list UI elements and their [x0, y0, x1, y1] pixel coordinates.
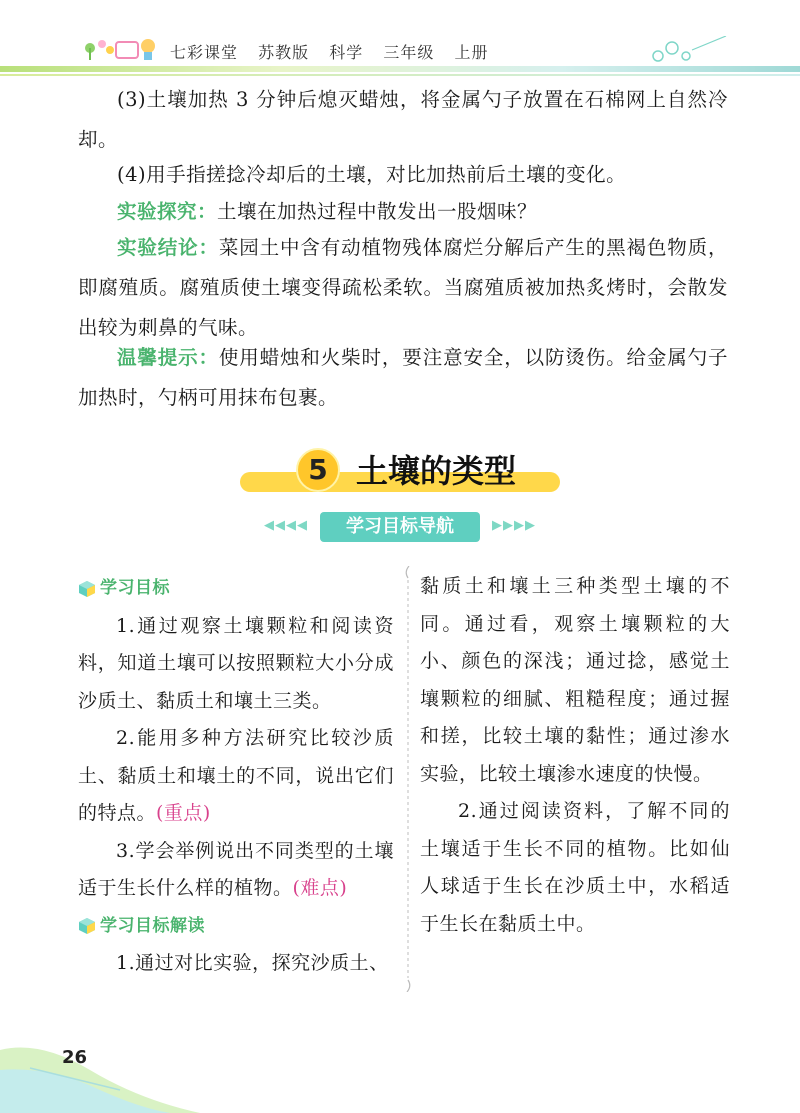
tip-paragraph — [78, 338, 728, 418]
molecule-decoration-icon — [648, 36, 728, 66]
header-edition: 苏教版 — [258, 43, 310, 62]
section-number-badge: 5 — [296, 448, 340, 492]
objectives-heading-text: 学习目标 — [100, 578, 170, 598]
header-rule — [0, 74, 800, 76]
interpretation-item-2: 2.通过阅读资料，了解不同的土壤适于生长不同的植物。比如仙人球适于生长在沙质土中，水稻适于生长在黏质土中。 — [420, 800, 730, 935]
header-subject: 科学 — [329, 43, 364, 62]
objective-item-2 — [78, 720, 394, 833]
header-volume: 上册 — [454, 43, 489, 62]
difficulty-mark: (难点) — [292, 877, 348, 899]
interpretation-heading-text: 学习目标解读 — [100, 915, 205, 936]
interpretation-item-1-continued: 黏质土和壤土三种类型土壤的不同。通过看，观察土壤颗粒的大小、颜色的深浅；通过捻，感觉土壤颗粒的细腻、粗糙程度；通过握和搓，比较土壤的黏性；通过渗水实验，比较土壤渗水速度的快慢。 — [420, 575, 730, 785]
corner-decoration — [0, 1030, 200, 1113]
objectives-heading — [78, 570, 394, 608]
tip-label: 温馨提示： — [117, 346, 219, 369]
cube-icon — [78, 580, 96, 598]
conclusion-paragraph — [78, 228, 728, 348]
explore-label: 实验探究： — [117, 200, 218, 223]
interpretation-heading — [78, 908, 394, 946]
right-arrows-icon: ▶▶▶▶ — [492, 518, 536, 533]
header-color-band — [0, 66, 800, 72]
page-number: 26 — [62, 1047, 88, 1068]
objective-item-3-text: 3.学会举例说出不同类型的土壤适于生长什么样的植物。 — [78, 839, 394, 899]
right-column — [420, 568, 730, 943]
header-series: 七彩课堂 — [170, 43, 239, 62]
conclusion-text: 菜园土中含有动植物残体腐烂分解后产生的黑褐色物质，即腐殖质。腐殖质使土壤变得疏松柔软。当腐殖质被加热炙烤时，会散发出较为刺鼻的气味。 — [78, 236, 728, 339]
section-title-banner — [240, 446, 560, 496]
objectives-nav-label: 学习目标导航 — [320, 512, 480, 542]
objective-item-3 — [78, 833, 394, 908]
objectives-nav-banner — [264, 512, 536, 542]
objective-item-1: 1.通过观察土壤颗粒和阅读资料，知道土壤可以按照颗粒大小分成沙质土、黏质土和壤土三类。 — [78, 614, 394, 712]
objective-item-2-text: 2.能用多种方法研究比较沙质土、黏质土和壤土的不同，说出它们的特点。 — [78, 727, 394, 824]
conclusion-label: 实验结论： — [117, 236, 219, 259]
key-point-mark: (重点) — [156, 802, 211, 824]
header-grade: 三年级 — [383, 43, 435, 62]
tip-text: 使用蜡烛和火柴时，要注意安全，以防烫伤。给金属勺子加热时，勺柄可用抹布包裹。 — [78, 346, 728, 409]
interpretation-item-1-start: 1.通过对比实验，探究沙质土、 — [116, 952, 389, 974]
step-4-paragraph: (4)用手指搓捻冷却后的土壤，对比加热前后土壤的变化。 — [117, 163, 627, 186]
left-column — [78, 570, 394, 983]
left-arrows-icon: ◀◀◀◀ — [264, 518, 308, 533]
explore-paragraph — [78, 192, 728, 232]
page-header — [0, 0, 800, 80]
header-title — [170, 40, 502, 63]
explore-text: 土壤在加热过程中散发出一股烟味？ — [217, 200, 538, 223]
cube-icon — [78, 917, 96, 935]
book-logo-icon — [82, 30, 162, 62]
column-divider — [404, 566, 412, 992]
step-3-paragraph: (3)土壤加热 3 分钟后熄灭蜡烛，将金属勺子放置在石棉网上自然冷却。 — [78, 88, 728, 151]
section-title: 土壤的类型 — [356, 452, 517, 490]
